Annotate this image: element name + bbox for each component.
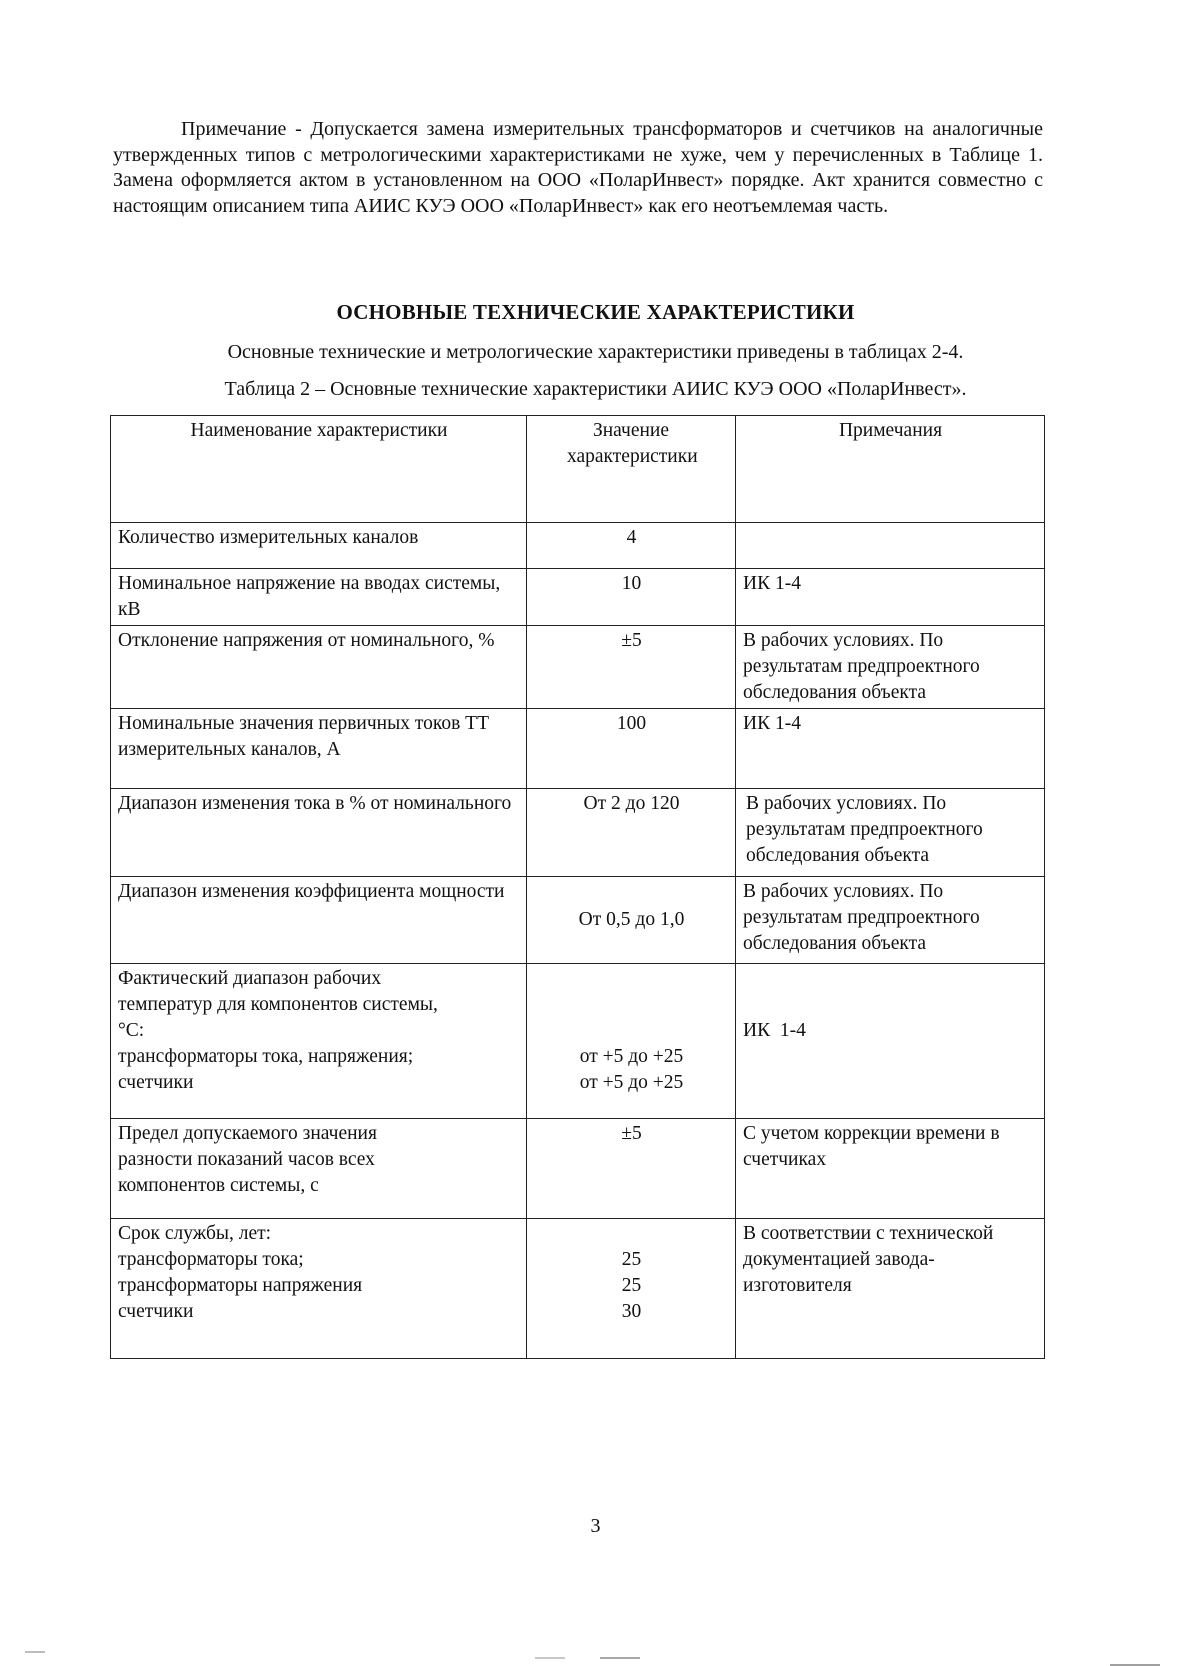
cell-value: ±5 (527, 626, 736, 709)
cell-line: ИК 1-4 (743, 1020, 806, 1041)
cell-note: ИК 1-4 (736, 569, 1045, 626)
cell-line (534, 966, 729, 992)
cell-value: 100 (527, 709, 736, 789)
table-row (111, 626, 1045, 709)
cell-line: трансформаторы тока, напряжения; (118, 1046, 414, 1067)
table-row (111, 523, 1045, 569)
table-row (111, 964, 1045, 1119)
table-row (111, 569, 1045, 626)
cell-value: От 2 до 120 (527, 789, 736, 877)
table-row (111, 1219, 1045, 1359)
header-value: Значение характеристики (527, 416, 736, 523)
cell-line: температур для компонентов системы, (118, 994, 438, 1015)
table-row (111, 1119, 1045, 1219)
cell-line (534, 1221, 729, 1247)
cell-value: 10 (527, 569, 736, 626)
cell-note: С учетом коррекции времени в счетчиках (736, 1119, 1045, 1219)
cell-line: счетчики (118, 1072, 194, 1093)
cell-line: от +5 до +25 (579, 1046, 684, 1067)
cell-note (736, 523, 1045, 569)
cell-note: В рабочих условиях. По результатам предпроектного обследования объекта (736, 626, 1045, 709)
cell-line: трансформаторы тока; (118, 1249, 304, 1270)
page-number: 3 (590, 1515, 601, 1537)
scan-artifact (600, 1657, 640, 1659)
cell-line: 25 (621, 1275, 642, 1296)
cell-line: Срок службы, лет: (118, 1223, 272, 1244)
table-row (111, 789, 1045, 877)
table-header-row (111, 416, 1045, 523)
cell-name (111, 964, 527, 1119)
note-paragraph: Примечание - Допускается замена измерительных трансформаторов и счетчиков на аналогичные утвержденных типов с метрологическими характеристиками не хуже, чем у перечисленных в Таблице 1. Замена оформляется актом в установленном на ООО «ПоларИнвест» порядке. Акт хранится совместно с настоящим описанием типа АИИС КУЭ ООО «ПоларИнвест» как его неотъемлемая часть. (113, 118, 1043, 217)
cell-name (111, 1219, 527, 1359)
cell-value: От 0,5 до 1,0 (527, 877, 736, 964)
cell-note: ИК 1-4 (736, 709, 1045, 789)
cell-note: В соответствии с технической документацией завода-изготовителя (736, 1219, 1045, 1359)
cell-value: 4 (527, 523, 736, 569)
cell-line (743, 992, 1038, 1018)
cell-line: Фактический диапазон рабочих (118, 968, 382, 989)
cell-name: Предел допускаемого значения разности показаний часов всех компонентов системы, с (111, 1119, 527, 1219)
cell-name: Количество измерительных каналов (111, 523, 527, 569)
cell-note: В рабочих условиях. По результатам предпроектного обследования объекта (736, 789, 1045, 877)
cell-note: В рабочих условиях. По результатам предпроектного обследования объекта (736, 877, 1045, 964)
cell-line: 25 (621, 1249, 642, 1270)
section-title: ОСНОВНЫЕ ТЕХНИЧЕСКИЕ ХАРАКТЕРИСТИКИ (336, 300, 855, 324)
cell-name: Номинальные значения первичных токов ТТ измерительных каналов, А (111, 709, 527, 789)
header-name: Наименование характеристики (111, 416, 527, 523)
cell-name: Диапазон изменения коэффициента мощности (111, 877, 527, 964)
cell-note (736, 964, 1045, 1119)
scan-artifact (535, 1657, 565, 1659)
cell-line: трансформаторы напряжения (118, 1275, 363, 1296)
section-intro: Основные технические и метрологические характеристики приведены в таблицах 2-4. (227, 341, 964, 363)
scan-artifact (25, 1651, 45, 1653)
cell-line (534, 992, 729, 1018)
table-row (111, 709, 1045, 789)
cell-name: Диапазон изменения тока в % от номинального (111, 789, 527, 877)
cell-line: 30 (621, 1301, 642, 1322)
cell-value (527, 1219, 736, 1359)
cell-value (527, 964, 736, 1119)
header-notes: Примечания (736, 416, 1045, 523)
cell-name: Отклонение напряжения от номинального, % (111, 626, 527, 709)
cell-line (743, 966, 1038, 992)
cell-name: Номинальное напряжение на вводах системы, кВ (111, 569, 527, 626)
table-row (111, 877, 1045, 964)
cell-value: ±5 (527, 1119, 736, 1219)
cell-line: счетчики (118, 1301, 194, 1322)
cell-line: от +5 до +25 (579, 1072, 684, 1093)
table-caption: Таблица 2 – Основные технические характеристики АИИС КУЭ ООО «ПоларИнвест». (224, 378, 967, 400)
specs-table (110, 415, 1045, 1359)
cell-line: °С: (118, 1020, 145, 1041)
cell-line (534, 1018, 729, 1044)
